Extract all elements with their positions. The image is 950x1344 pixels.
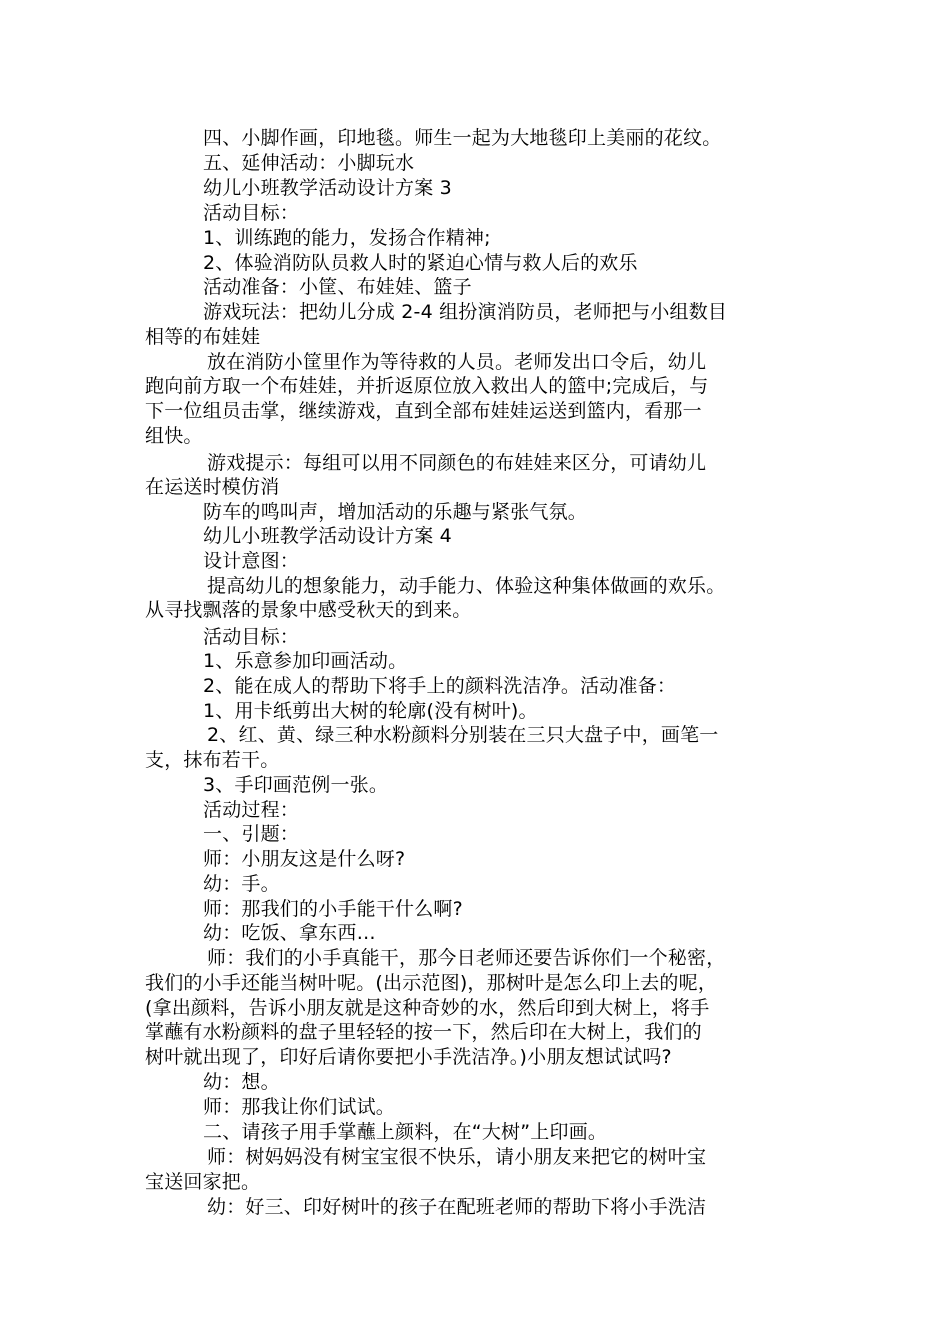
text-line: 2、体验消防队员救人时的紧迫心情与救人后的欢乐 — [203, 252, 638, 274]
text-line: 游戏提示：每组可以用不同颜色的布娃娃来区分，可请幼儿 — [207, 452, 707, 474]
text-line: 1、用卡纸剪出大树的轮廓(没有树叶)。 — [203, 700, 538, 722]
text-line: 宝送回家把。 — [145, 1171, 261, 1193]
text-line: 师：小朋友这是什么呀? — [203, 848, 406, 870]
section-heading: 幼儿小班教学活动设计方案 3 — [203, 177, 452, 199]
text-line: 在运送时模仿消 — [145, 476, 280, 498]
text-line: 活动目标： — [203, 626, 300, 648]
text-line: 师：树妈妈没有树宝宝很不快乐，请小朋友来把它的树叶宝 — [207, 1146, 707, 1168]
text-line: 五、延伸活动：小脚玩水 — [203, 152, 415, 174]
text-line: 幼：手。 — [203, 873, 280, 895]
text-line: 活动准备：小筐、布娃娃、篮子 — [203, 276, 472, 298]
text-line: 3、手印画范例一张。 — [203, 774, 389, 796]
text-line: 跑向前方取一个布娃娃，并折返原位放入救出人的篮中;完成后，与 — [145, 375, 709, 397]
section-heading: 幼儿小班教学活动设计方案 4 — [203, 525, 452, 547]
text-line: 幼：想。 — [203, 1071, 280, 1093]
text-line: (拿出颜料，告诉小朋友就是这种奇妙的水，然后印到大树上，将手 — [145, 997, 710, 1019]
text-line: 活动过程： — [203, 799, 300, 821]
text-line: 幼：好三、印好树叶的孩子在配班老师的帮助下将小手洗洁 — [207, 1196, 707, 1218]
text-line: 师：我们的小手真能干，那今日老师还要告诉你们一个秘密， — [207, 947, 726, 969]
text-line: 幼：吃饭、拿东西… — [203, 922, 376, 944]
text-line: 我们的小手还能当树叶呢。(出示范图)，那树叶是怎么印上去的呢， — [145, 972, 718, 994]
text-line: 2、能在成人的帮助下将手上的颜料洗洁净。活动准备： — [203, 675, 677, 697]
text-line: 师：那我让你们试试。 — [203, 1096, 396, 1118]
text-line: 2、红、黄、绿三种水粉颜料分别装在三只大盘子中，画笔一 — [207, 724, 719, 746]
text-line: 相等的布娃娃 — [145, 326, 261, 348]
text-line: 一、引题： — [203, 823, 300, 845]
text-line: 四、小脚作画，印地毯。师生一起为大地毯印上美丽的花纹。 — [203, 127, 722, 149]
text-line: 师：那我们的小手能干什么啊? — [203, 898, 463, 920]
text-line: 二、请孩子用手掌蘸上颜料，在“大树”上印画。 — [203, 1121, 608, 1143]
text-line: 活动目标： — [203, 202, 300, 224]
text-line: 游戏玩法：把幼儿分成 2-4 组扮演消防员，老师把与小组数目 — [203, 301, 728, 323]
text-line: 1、乐意参加印画活动。 — [203, 650, 408, 672]
text-line: 树叶就出现了，印好后请你要把小手洗洁净。)小朋友想试试吗? — [145, 1046, 672, 1068]
text-line: 掌蘸有水粉颜料的盘子里轻轻的按一下，然后印在大树上，我们的 — [145, 1021, 702, 1043]
text-line: 组快。 — [145, 425, 203, 447]
text-line: 下一位组员击掌，继续游戏，直到全部布娃娃运送到篮内，看那一 — [145, 400, 702, 422]
text-line: 设计意图： — [203, 550, 300, 572]
text-line: 从寻找飘落的景象中感受秋天的到来。 — [145, 599, 472, 621]
text-line: 放在消防小筐里作为等待救的人员。老师发出口令后，幼儿 — [207, 351, 707, 373]
text-line: 支，抹布若干。 — [145, 749, 280, 771]
text-line: 提高幼儿的想象能力，动手能力、体验这种集体做画的欢乐。 — [207, 575, 726, 597]
text-line: 防车的鸣叫声，增加活动的乐趣与紧张气氛。 — [203, 501, 588, 523]
text-line: 1、训练跑的能力，发扬合作精神; — [203, 227, 491, 249]
